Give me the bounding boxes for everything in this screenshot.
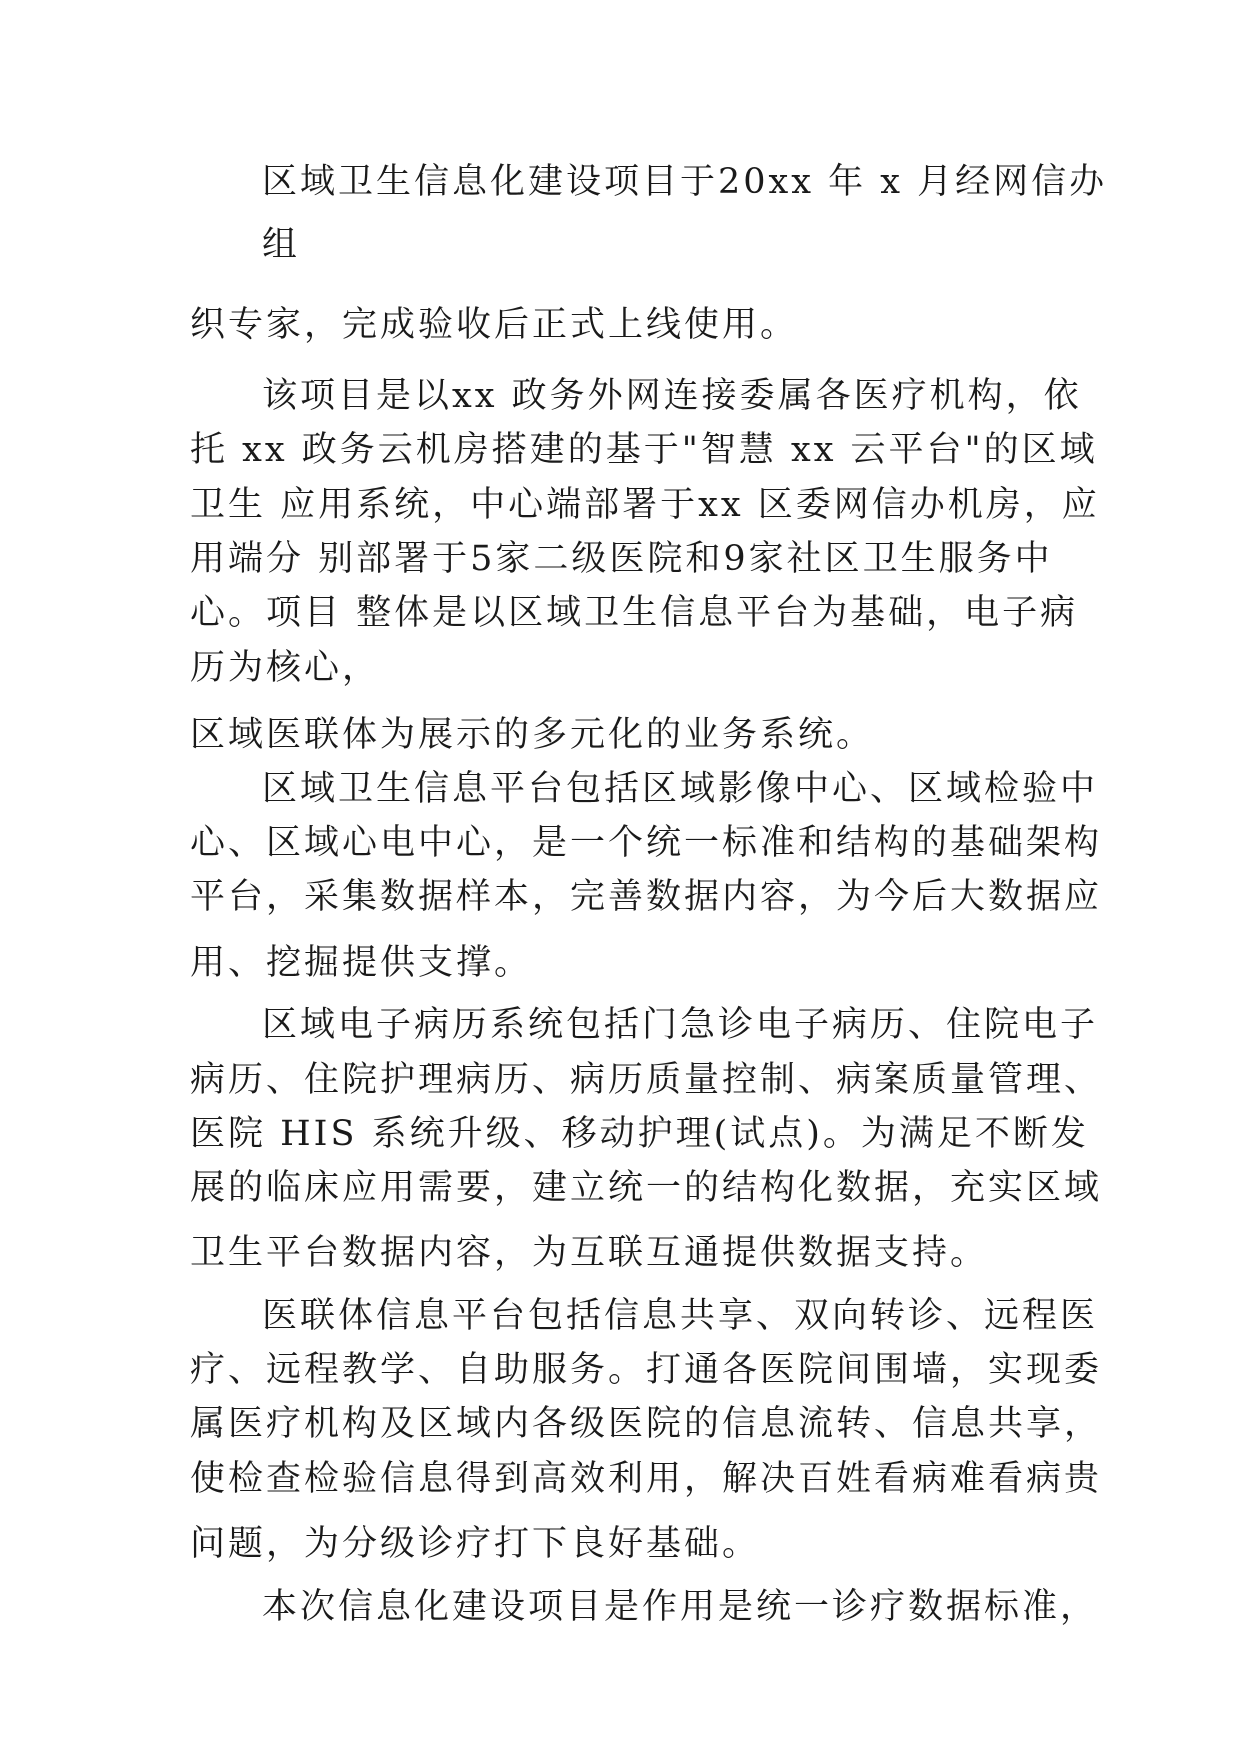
text-line: 托 xx 政务云机房搭建的基于"智慧 xx 云平台"的区域 [190, 430, 1098, 470]
text-line: 疗、远程教学、自助服务。打通各医院间围墙，实现委 [190, 1350, 1103, 1390]
text-line: 织专家，完成验收后正式上线使用。 [190, 305, 799, 345]
text-line: 区域卫生信息化建设项目于20xx 年 x 月经网信办 [262, 162, 1108, 202]
text-line: 平台，采集数据样本，完善数据内容，为今后大数据应 [190, 877, 1103, 917]
text-line: 本次信息化建设项目是作用是统一诊疗数据标准， [262, 1587, 1099, 1627]
text-line: 展的临床应用需要，建立统一的结构化数据，充实区域 [190, 1168, 1103, 1208]
text-line: 使检查检验信息得到高效利用，解决百姓看病难看病贵 [190, 1459, 1103, 1499]
text-line: 属医疗机构及区域内各级医院的信息流转、信息共享， [190, 1404, 1103, 1444]
text-line: 区域卫生信息平台包括区域影像中心、区域检验中 [262, 769, 1099, 809]
text-line: 区域电子病历系统包括门急诊电子病历、住院电子 [262, 1005, 1099, 1045]
text-line: 该项目是以xx 政务外网连接委属各医疗机构，依 [262, 376, 1082, 416]
text-line: 心。项目 整体是以区域卫生信息平台为基础，电子病 [190, 593, 1079, 633]
text-line: 区域医联体为展示的多元化的业务系统。 [190, 715, 875, 755]
text-line: 心、区域心电中心，是一个统一标准和结构的基础架构 [190, 823, 1103, 863]
text-line: 问题，为分级诊疗打下良好基础。 [190, 1524, 761, 1564]
text-line: 医院 HIS 系统升级、移动护理(试点)。为满足不断发 [190, 1114, 1089, 1154]
text-line: 组 [262, 225, 301, 265]
text-line: 用端分 别部署于5家二级医院和9家社区卫生服务中 [190, 539, 1053, 579]
text-line: 病历、住院护理病历、病历质量控制、病案质量管理、 [190, 1060, 1103, 1100]
text-line: 医联体信息平台包括信息共享、双向转诊、远程医 [262, 1296, 1099, 1336]
text-line: 卫生平台数据内容，为互联互通提供数据支持。 [190, 1233, 989, 1273]
text-line: 卫生 应用系统，中心端部署于xx 区委网信办机房，应 [190, 485, 1100, 525]
text-line: 用、挖掘提供支撑。 [190, 943, 533, 983]
text-line: 历为核心， [190, 648, 381, 688]
